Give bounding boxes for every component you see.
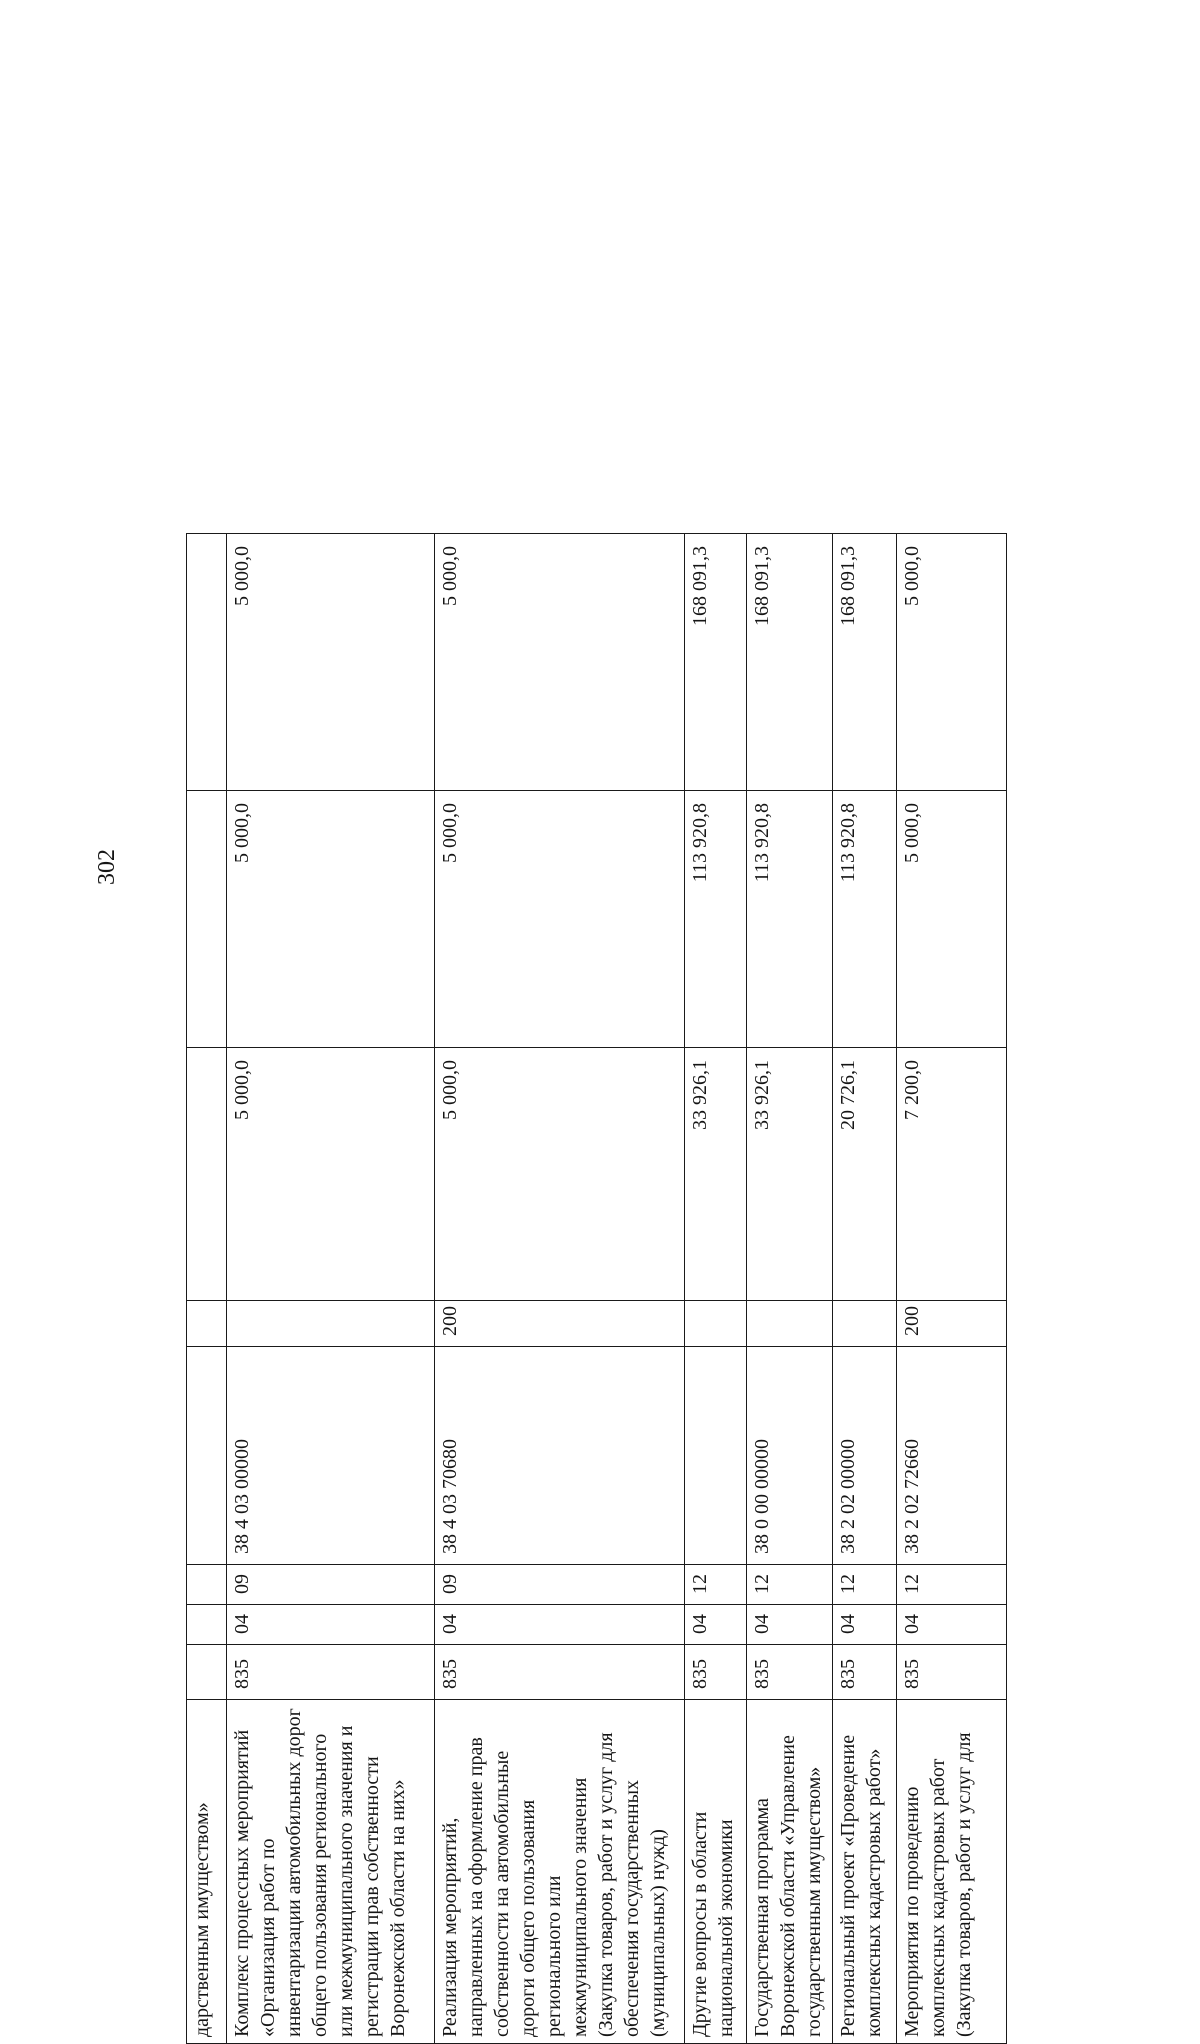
cell-sum-3: 5 000,0 bbox=[897, 534, 1007, 791]
cell-gr: 835 bbox=[833, 1645, 897, 1700]
cell-pr bbox=[187, 1565, 227, 1605]
budget-table bbox=[186, 534, 1006, 2044]
cell-rz bbox=[187, 1605, 227, 1645]
cell-vr: 200 bbox=[435, 1301, 685, 1347]
cell-name: Мероприятия по проведению комплексных кадастровых работ (Закупка товаров, работ и услуг для bbox=[897, 1700, 1007, 2044]
cell-vr bbox=[747, 1301, 833, 1347]
table-row bbox=[685, 534, 747, 2044]
cell-rz: 04 bbox=[227, 1605, 435, 1645]
cell-sum-3: 168 091,3 bbox=[833, 534, 897, 791]
cell-sum-2: 113 920,8 bbox=[747, 791, 833, 1048]
table-row bbox=[747, 534, 833, 2044]
cell-csr: 38 2 02 00000 bbox=[833, 1347, 897, 1565]
cell-vr: 200 bbox=[897, 1301, 1007, 1347]
cell-gr bbox=[187, 1645, 227, 1700]
cell-csr: 38 0 00 00000 bbox=[747, 1347, 833, 1565]
cell-name: Государственная программа Воронежской области «Управление государственным имуществом» bbox=[747, 1700, 833, 2044]
page-number: 302 bbox=[94, 849, 120, 885]
cell-sum-2: 5 000,0 bbox=[227, 791, 435, 1048]
table-row bbox=[227, 534, 435, 2044]
cell-name: Комплекс процессных мероприятий «Организация работ по инвентаризации автомобильных дорог общего пользования регионального или межмуниципального значения и регистрации прав собственности Воронежской области на них» bbox=[227, 1700, 435, 2044]
cell-sum-2: 5 000,0 bbox=[897, 791, 1007, 1048]
cell-gr: 835 bbox=[435, 1645, 685, 1700]
cell-name: Другие вопросы в области национальной экономики bbox=[685, 1700, 747, 2044]
cell-name: Реализация мероприятий, направленных на оформление прав собственности на автомобильные дороги общего пользования регионального или межмуниципального значения (Закупка товаров, работ и услуг для обеспечения государственных (муниципальных) нужд) bbox=[435, 1700, 685, 2044]
cell-sum-1: 20 726,1 bbox=[833, 1048, 897, 1301]
cell-pr: 12 bbox=[747, 1565, 833, 1605]
cell-rz: 04 bbox=[897, 1605, 1007, 1645]
cell-gr: 835 bbox=[897, 1645, 1007, 1700]
table-row bbox=[897, 534, 1007, 2044]
cell-sum-2: 113 920,8 bbox=[833, 791, 897, 1048]
cell-sum-1: 5 000,0 bbox=[227, 1048, 435, 1301]
table-row bbox=[187, 534, 227, 2044]
cell-sum-3 bbox=[187, 534, 227, 791]
cell-rz: 04 bbox=[435, 1605, 685, 1645]
cell-pr: 12 bbox=[685, 1565, 747, 1605]
cell-rz: 04 bbox=[833, 1605, 897, 1645]
table-row bbox=[435, 534, 685, 2044]
cell-vr bbox=[685, 1301, 747, 1347]
cell-sum-3: 5 000,0 bbox=[435, 534, 685, 791]
cell-sum-2 bbox=[187, 791, 227, 1048]
cell-name: дарственным имуществом» bbox=[187, 1700, 227, 2044]
cell-csr bbox=[187, 1347, 227, 1565]
cell-vr bbox=[227, 1301, 435, 1347]
cell-vr bbox=[187, 1301, 227, 1347]
cell-csr bbox=[685, 1347, 747, 1565]
cell-gr: 835 bbox=[747, 1645, 833, 1700]
cell-csr: 38 2 02 72660 bbox=[897, 1347, 1007, 1565]
cell-csr: 38 4 03 70680 bbox=[435, 1347, 685, 1565]
cell-sum-1: 5 000,0 bbox=[435, 1048, 685, 1301]
cell-pr: 12 bbox=[897, 1565, 1007, 1605]
cell-sum-1: 7 200,0 bbox=[897, 1048, 1007, 1301]
cell-sum-3: 5 000,0 bbox=[227, 534, 435, 791]
cell-rz: 04 bbox=[747, 1605, 833, 1645]
cell-sum-3: 168 091,3 bbox=[685, 534, 747, 791]
cell-sum-1: 33 926,1 bbox=[747, 1048, 833, 1301]
cell-pr: 09 bbox=[435, 1565, 685, 1605]
cell-name: Региональный проект «Проведение комплексных кадастровых работ» bbox=[833, 1700, 897, 2044]
cell-vr bbox=[833, 1301, 897, 1347]
cell-gr: 835 bbox=[685, 1645, 747, 1700]
cell-rz: 04 bbox=[685, 1605, 747, 1645]
table-row bbox=[833, 534, 897, 2044]
cell-sum-2: 113 920,8 bbox=[685, 791, 747, 1048]
cell-pr: 12 bbox=[833, 1565, 897, 1605]
cell-pr: 09 bbox=[227, 1565, 435, 1605]
cell-sum-1 bbox=[187, 1048, 227, 1301]
cell-sum-1: 33 926,1 bbox=[685, 1048, 747, 1301]
cell-gr: 835 bbox=[227, 1645, 435, 1700]
cell-csr: 38 4 03 00000 bbox=[227, 1347, 435, 1565]
cell-sum-3: 168 091,3 bbox=[747, 534, 833, 791]
cell-sum-2: 5 000,0 bbox=[435, 791, 685, 1048]
